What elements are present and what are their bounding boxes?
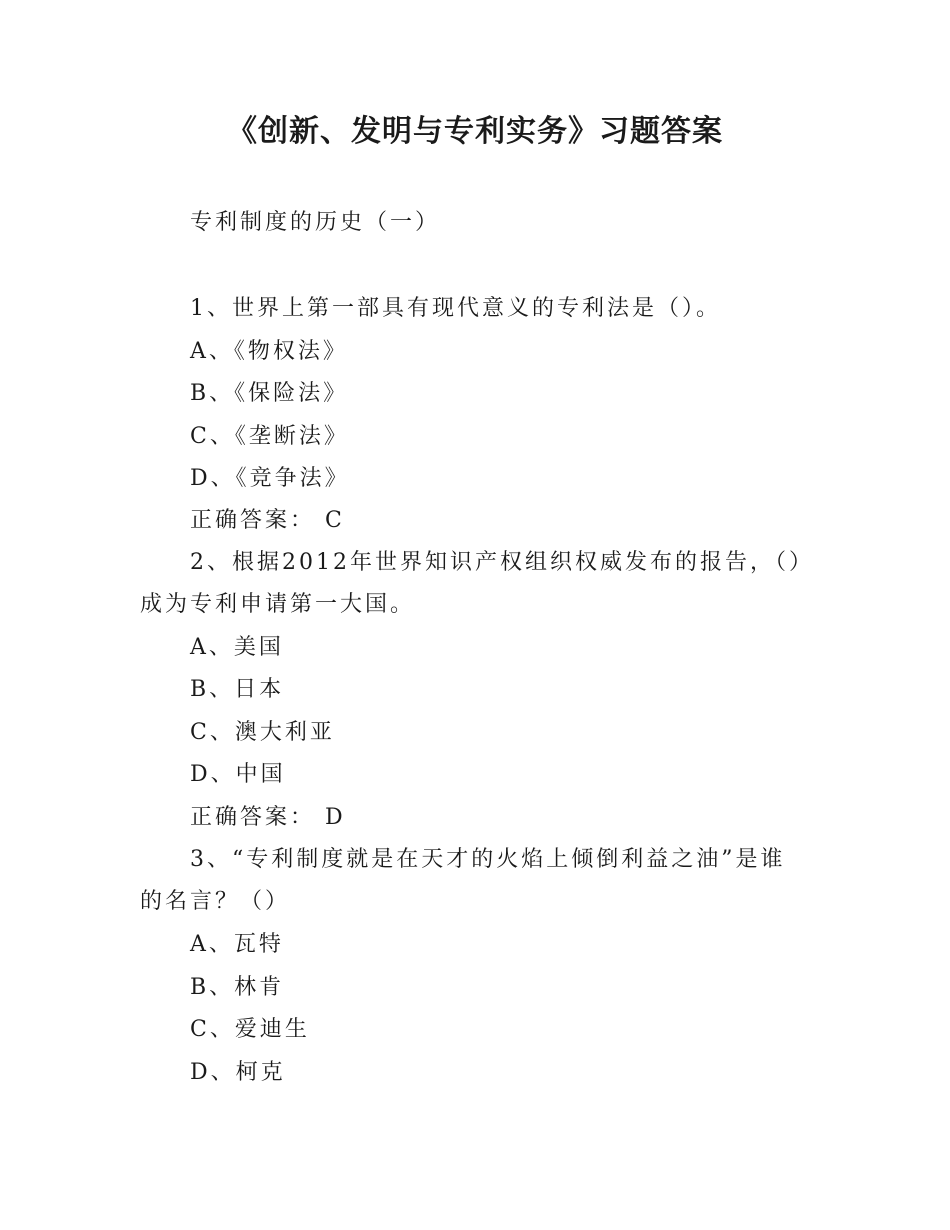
question-2-option-d: D、中国: [190, 762, 286, 787]
question-1-answer: 正确答案： C: [190, 508, 345, 533]
question-3-stem-line1: 3、“专利制度就是在天才的火焰上倾倒利益之油”是谁: [190, 847, 786, 872]
question-3-option-d: D、柯克: [190, 1060, 286, 1085]
question-1-option-b: B、《保险法》: [190, 381, 349, 406]
question-3-option-a: A、瓦特: [190, 932, 284, 957]
question-2-option-a: A、美国: [190, 635, 284, 660]
question-1-option-d: D、《竞争法》: [190, 466, 350, 491]
question-2-option-b: B、日本: [190, 677, 285, 702]
question-3-stem-line2: 的名言？（）: [140, 889, 291, 914]
question-3-option-c: C、爱迪生: [190, 1017, 310, 1042]
question-2-stem-line2: 成为专利申请第一大国。: [140, 592, 416, 617]
document-title: 《创新、发明与专利实务》习题答案: [227, 114, 723, 149]
question-1-stem: 1、世界上第一部具有现代意义的专利法是（）。: [190, 296, 721, 321]
question-1-option-c: C、《垄断法》: [190, 424, 349, 449]
question-1-option-a: A、《物权法》: [190, 339, 348, 364]
question-2-answer: 正确答案： D: [190, 805, 346, 830]
question-3-option-b: B、林肯: [190, 975, 285, 1000]
section-heading: 专利制度的历史（一）: [190, 210, 441, 235]
question-2-option-c: C、澳大利亚: [190, 720, 335, 745]
question-2-stem-line1: 2、根据2012年世界知识产权组织权威发布的报告，（）: [190, 550, 814, 575]
